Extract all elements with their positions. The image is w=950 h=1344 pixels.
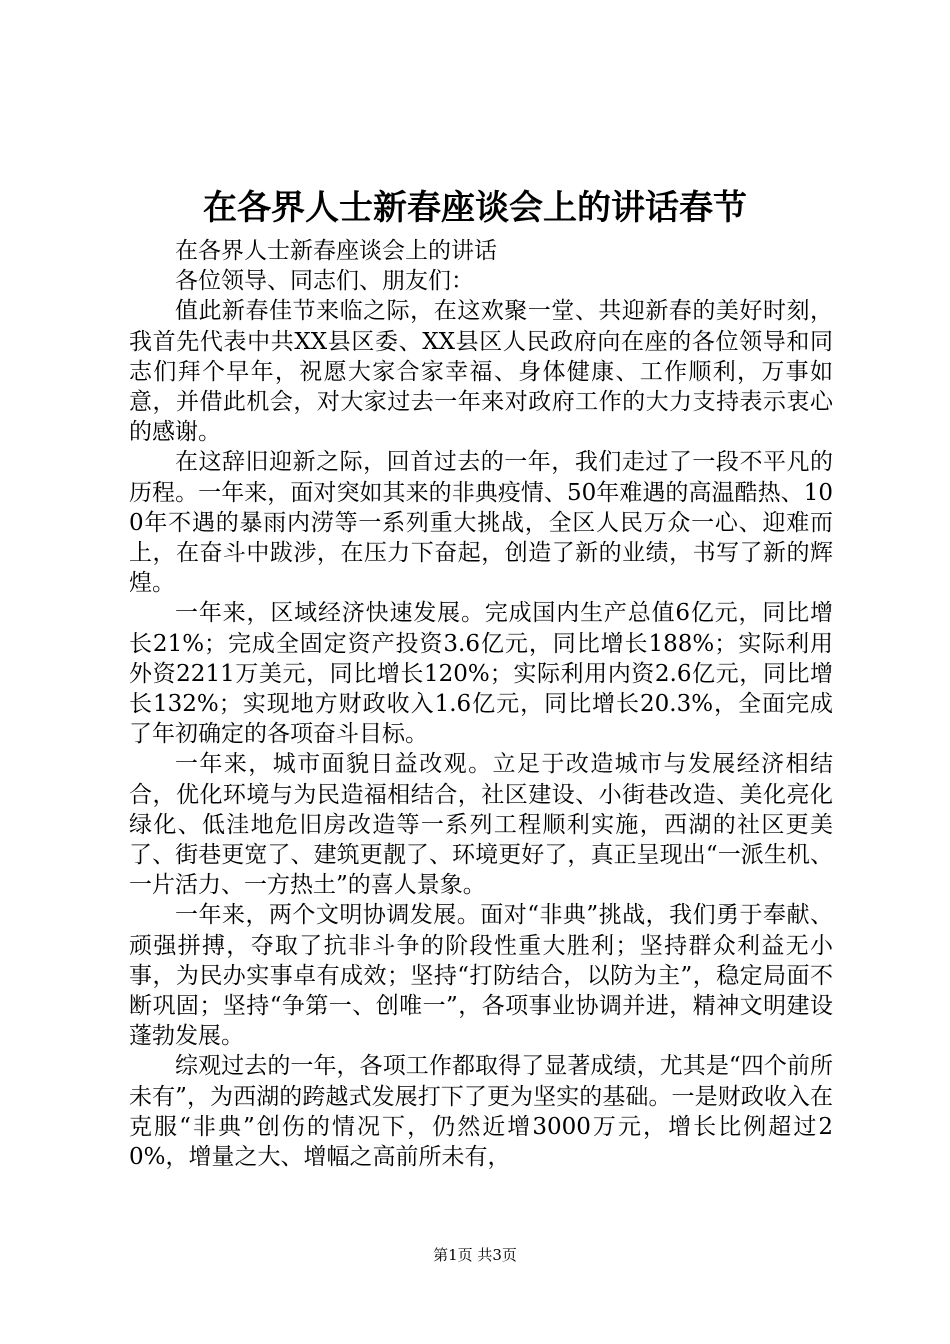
paragraph: 综观过去的一年，各项工作都取得了显著成绩，尤其是“四个前所未有”，为西湖的跨越式发展打下了更为坚实的基础。一是财政收入在克服“非典”创伤的情况下，仍然近增3000万元，增长比例超过20%，增量之大、增幅之高前所未有， (129, 1053, 833, 1171)
paragraph: 一年来，两个文明协调发展。面对“非典”挑战，我们勇于奉献、顽强拼搏，夺取了抗非斗争的阶段性重大胜利；坚持群众利益无小事，为民办实事卓有成效；坚持“打防结合，以防为主”，稳定局面不断巩固；坚持“争第一、创唯一”，各项事业协调并进，精神文明建设蓬勃发展。 (129, 902, 833, 1050)
document-title: 在各界人士新春座谈会上的讲话春节 (203, 188, 747, 228)
document-body (129, 236, 833, 1172)
paragraph-subtitle: 在各界人士新春座谈会上的讲话 (175, 238, 497, 264)
paragraph: 在这辞旧迎新之际，回首过去的一年，我们走过了一段不平凡的历程。一年来，面对突如其来的非典疫情、50年难遇的高温酷热、100年不遇的暴雨内涝等一系列重大挑战，全区人民万众一心、迎难而上，在奋斗中跋涉，在压力下奋起，创造了新的业绩，书写了新的辉煌。 (129, 449, 833, 597)
paragraph: 值此新春佳节来临之际，在这欢聚一堂、共迎新春的美好时刻，我首先代表中共XX县区委、XX县区人民政府向在座的各位领导和同志们拜个早年，祝愿大家合家幸福、身体健康、工作顺利，万事如意，并借此机会，对大家过去一年来对政府工作的大力支持表示衷心的感谢。 (129, 298, 833, 446)
paragraph: 一年来，区域经济快速发展。完成国内生产总值6亿元，同比增长21%；完成全固定资产投资3.6亿元，同比增长188%；实际利用外资2211万美元，同比增长120%；实际利用内资2.6亿元，同比增长132%；实现地方财政收入1.6亿元，同比增长20.3%，全面完成了年初确定的各项奋斗目标。 (129, 600, 833, 748)
paragraph-salutation: 各位领导、同志们、朋友们： (175, 268, 474, 295)
paragraph: 一年来，城市面貌日益改观。立足于改造城市与发展经济相结合，优化环境与为民造福相结合，社区建设、小街巷改造、美化亮化绿化、低洼地危旧房改造等一系列工程顺利实施，西湖的社区更美了、街巷更宽了、建筑更靓了、环境更好了，真正呈现出“一派生机、一片活力、一方热土”的喜人景象。 (129, 751, 833, 899)
page-number-footer: 第1页 共3页 (433, 1246, 517, 1264)
